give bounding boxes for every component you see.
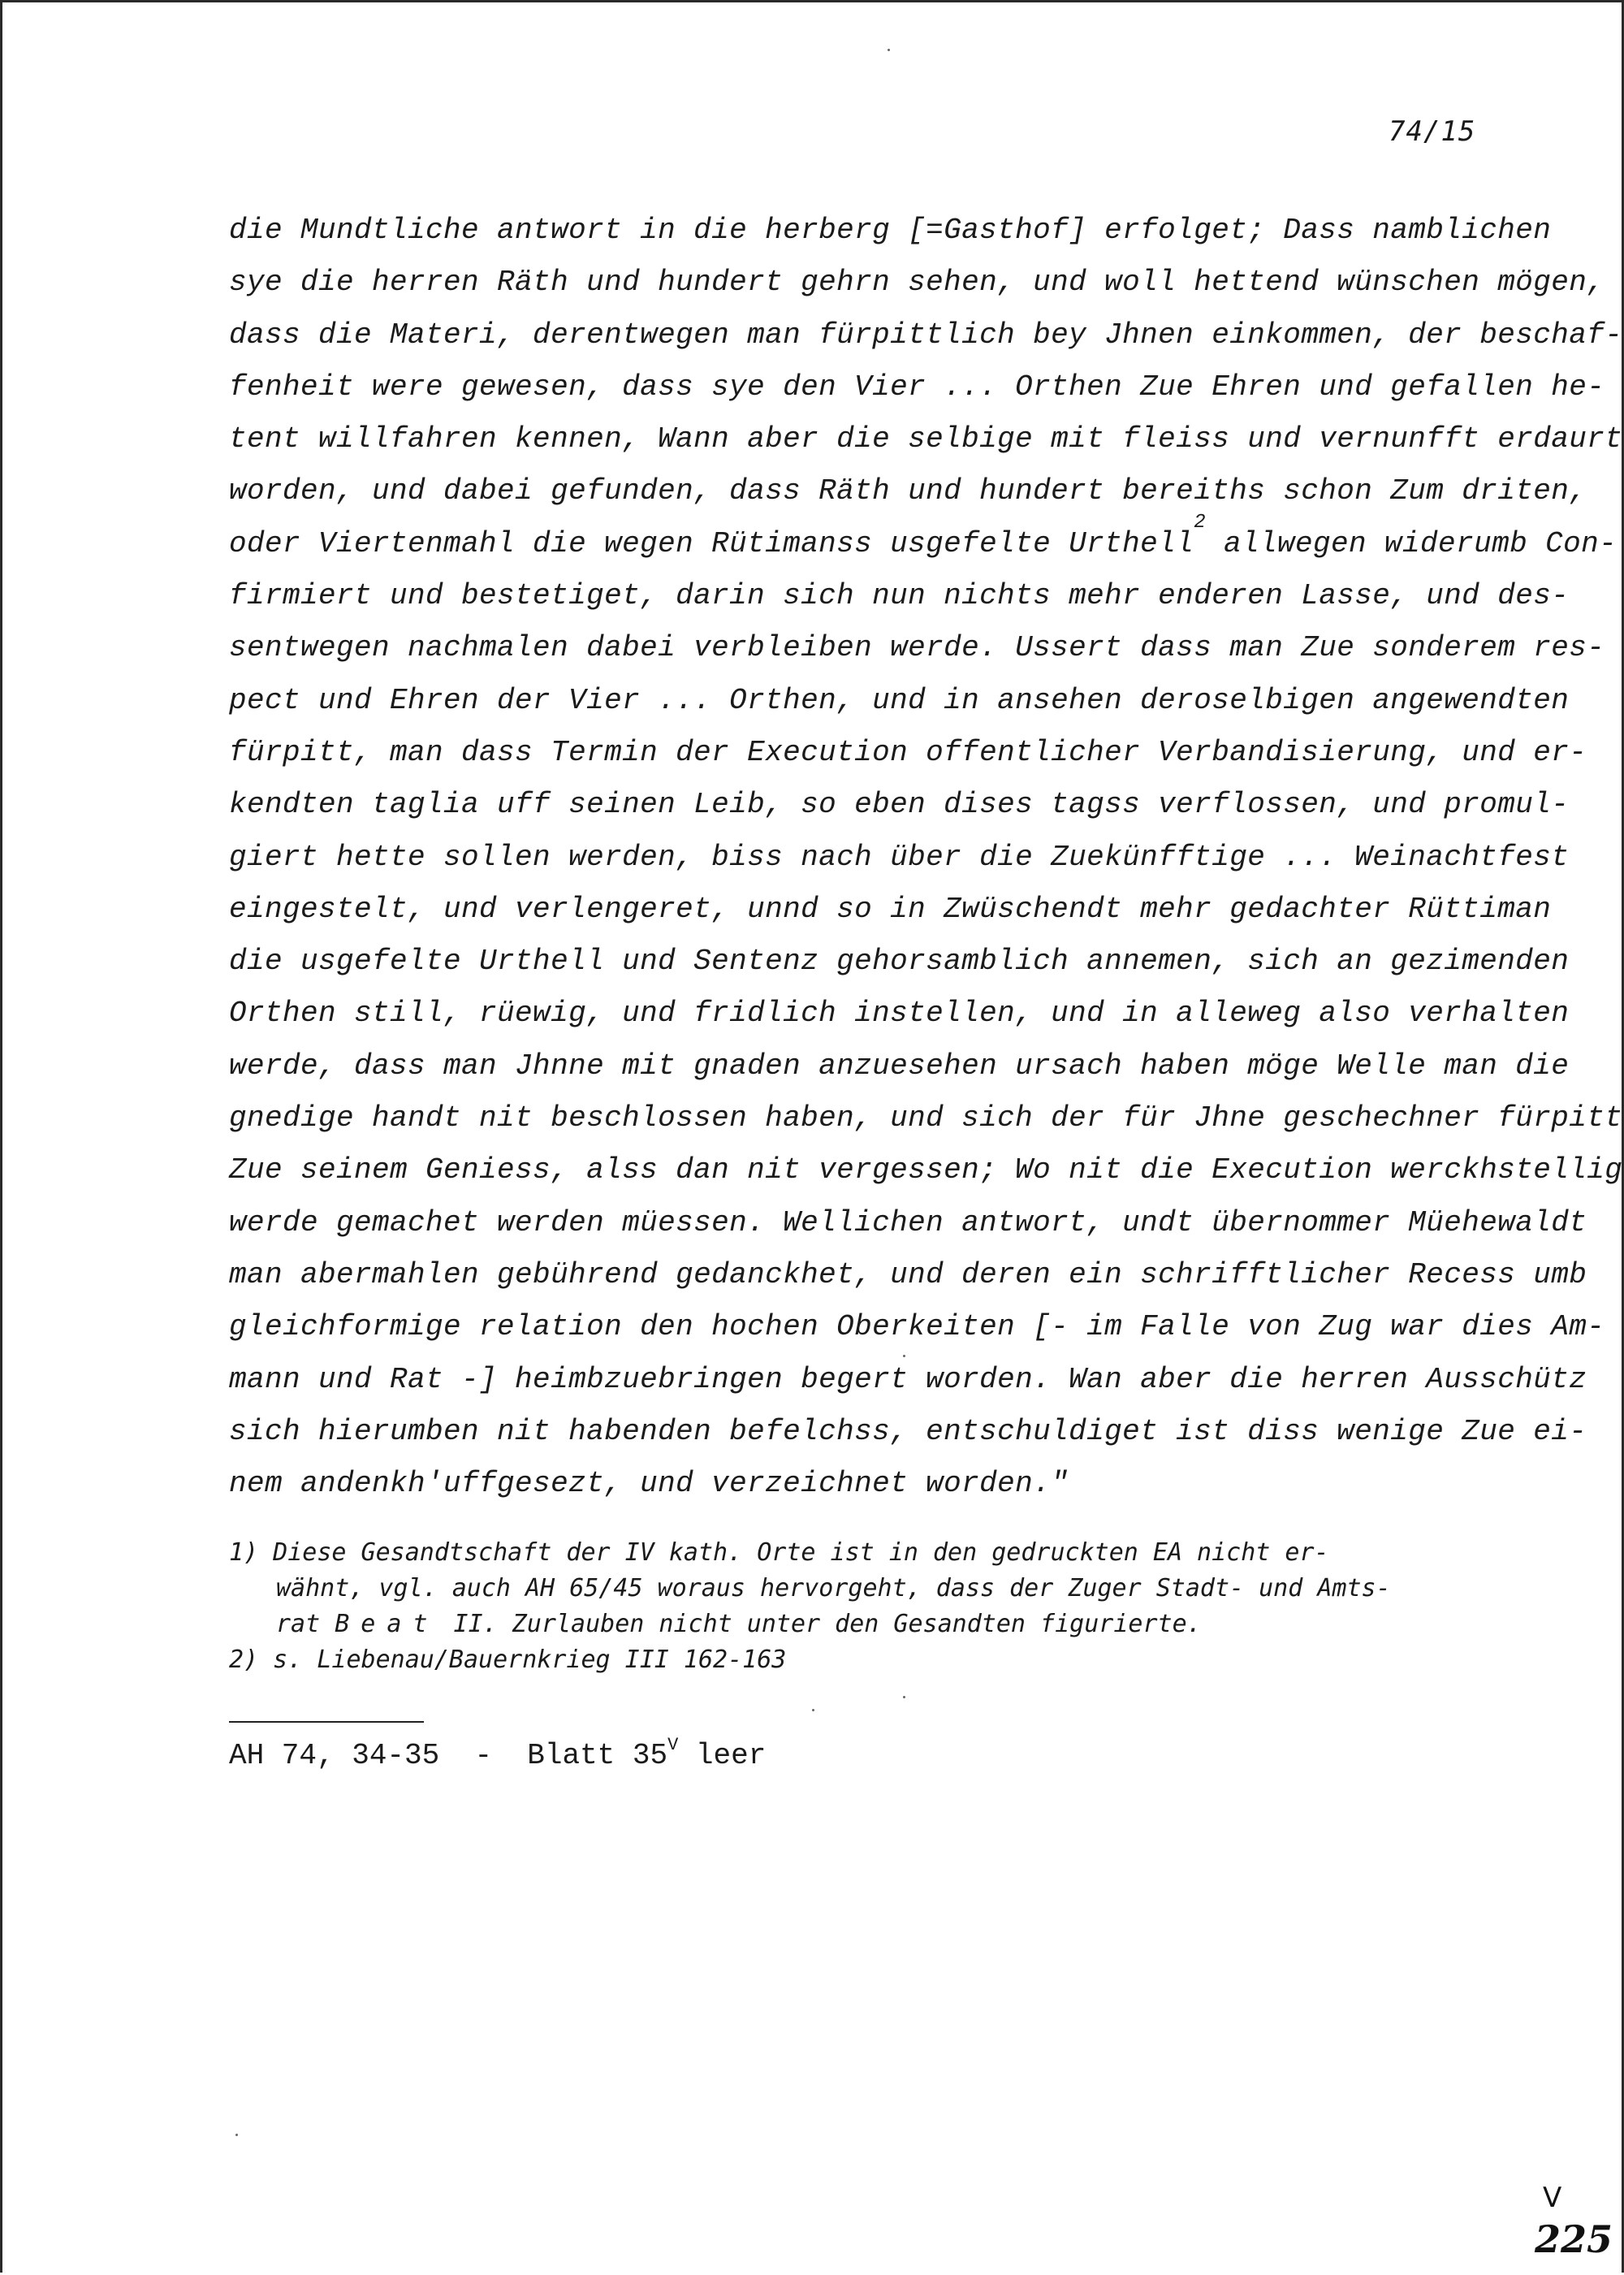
scan-speck: [812, 1709, 814, 1711]
body-line: die usgefelte Urthell und Sentenz gehorsamblich annemen, sich an gezimenden: [229, 945, 1570, 979]
footnote-1-line-3: [229, 1607, 1544, 1642]
body-line: pect und Ehren der Vier ... Orthen, und in ansehen deroselbigen angewendten: [229, 683, 1570, 717]
body-line-with-footnote: [229, 511, 1618, 570]
body-line: gnedige handt nit beschlossen haben, und sich der für Jhne geschechner fürpitt: [229, 1101, 1623, 1135]
body-line: man abermahlen gebührend gedanckhet, und deren ein schrifftlicher Recess umb: [229, 1257, 1587, 1291]
scan-speck: [903, 1355, 905, 1357]
body-line-tail: allwegen widerumb Con-: [1206, 526, 1618, 560]
body-line: die Mundtliche antwort in die herberg [=Gasthof] erfolget; Dass namblichen: [229, 214, 1552, 247]
body-line: werde, dass man Jhnne mit gnaden anzuesehen ursach haben möge Welle man die: [229, 1049, 1570, 1083]
body-line: fenheit were gewesen, dass sye den Vier ... Orthen Zue Ehren und gefallen he-: [229, 370, 1605, 404]
scan-speck: [903, 1696, 905, 1698]
body-line: fürpitt, man dass Termin der Execution offentlicher Verbandisierung, und er-: [229, 735, 1587, 769]
body-line: giert hette sollen werden, biss nach über die Zuekünfftige ... Weinachtfest: [229, 840, 1570, 874]
footnote-1-line-2: wähnt, vgl. auch AH 65/45 woraus hervorgeht, dass der Zuger Stadt- und Amts-: [276, 1574, 1391, 1602]
footnote-text: II. Zurlauben nicht unter den Gesandten figurierte.: [438, 1610, 1202, 1638]
scan-speck: [235, 2134, 238, 2136]
body-line: Orthen still, rüewig, und fridlich instellen, und in alleweg also verhalten: [229, 997, 1570, 1031]
body-line: eingestelt, und verlengeret, unnd so in Zwüschendt mehr gedachter Rüttiman: [229, 892, 1552, 926]
body-line: firmiert und bestetiget, darin sich nun nichts mehr enderen Lasse, und des-: [229, 579, 1570, 613]
verso-superscript: V: [667, 1735, 679, 1755]
body-line-head: oder Viertenmahl die wegen Rütimanss usgefelte Urthell: [229, 526, 1194, 560]
body-line: nem andenkh'uffgesezt, und verzeichnet worden.": [229, 1467, 1069, 1501]
body-line: Zue seinem Geniess, alss dan nit vergessen; Wo nit die Execution werckhstellig: [229, 1153, 1623, 1187]
source-reference: [229, 1735, 767, 1772]
archive-folio-number: 225: [1535, 2217, 1613, 2261]
separator-rule: [229, 1721, 424, 1723]
archive-check-mark: V: [1543, 2182, 1562, 2214]
body-line: gleichformige relation den hochen Oberkeiten [- im Falle von Zug war dies Am-: [229, 1310, 1605, 1344]
body-line: worden, und dabei gefunden, dass Räth und hundert bereiths schon Zum driten,: [229, 474, 1587, 508]
spaced-name: Beat: [335, 1610, 439, 1638]
body-line: mann und Rat -] heimbzuebringen begert worden. Wan aber die herren Ausschütz: [229, 1362, 1587, 1396]
source-reference-text: AH 74, 34-35 - Blatt 35: [229, 1739, 668, 1772]
body-line: sentwegen nachmalen dabei verbleiben werde. Ussert dass man Zue sonderem res-: [229, 631, 1605, 665]
page-number: 74/15: [1389, 115, 1476, 148]
body-line: sye die herren Räth und hundert gehrn sehen, und woll hettend wünschen mögen,: [229, 266, 1605, 300]
footnote-2: 2) s. Liebenau/Bauernkrieg III 162-163: [229, 1646, 787, 1674]
body-line: dass die Materi, derentwegen man fürpittlich bey Jhnen einkommen, der beschaf-: [229, 318, 1623, 352]
body-text: [229, 205, 1623, 1510]
source-reference-suffix: leer: [678, 1739, 767, 1772]
scan-speck: [888, 49, 890, 51]
body-line: sich hierumben nit habenden befelchss, entschuldiget ist diss wenige Zue ei-: [229, 1414, 1587, 1448]
footnotes: [229, 1535, 1544, 1678]
footnote-1-line-1: 1) Diese Gesandtschaft der IV kath. Orte ist in den gedruckten EA nicht er-: [229, 1538, 1329, 1567]
body-line: kendten taglia uff seinen Leib, so eben dises tagss verflossen, und promul-: [229, 788, 1570, 822]
body-line: tent willfahren kennen, Wann aber die selbige mit fleiss und vernunfft erdaurt: [229, 422, 1623, 456]
body-line: werde gemachet werden müessen. Wellichen antwort, undt übernommer Müehewaldt: [229, 1205, 1587, 1239]
footnote-reference: 2: [1194, 511, 1207, 534]
footnote-text: rat: [276, 1610, 335, 1638]
